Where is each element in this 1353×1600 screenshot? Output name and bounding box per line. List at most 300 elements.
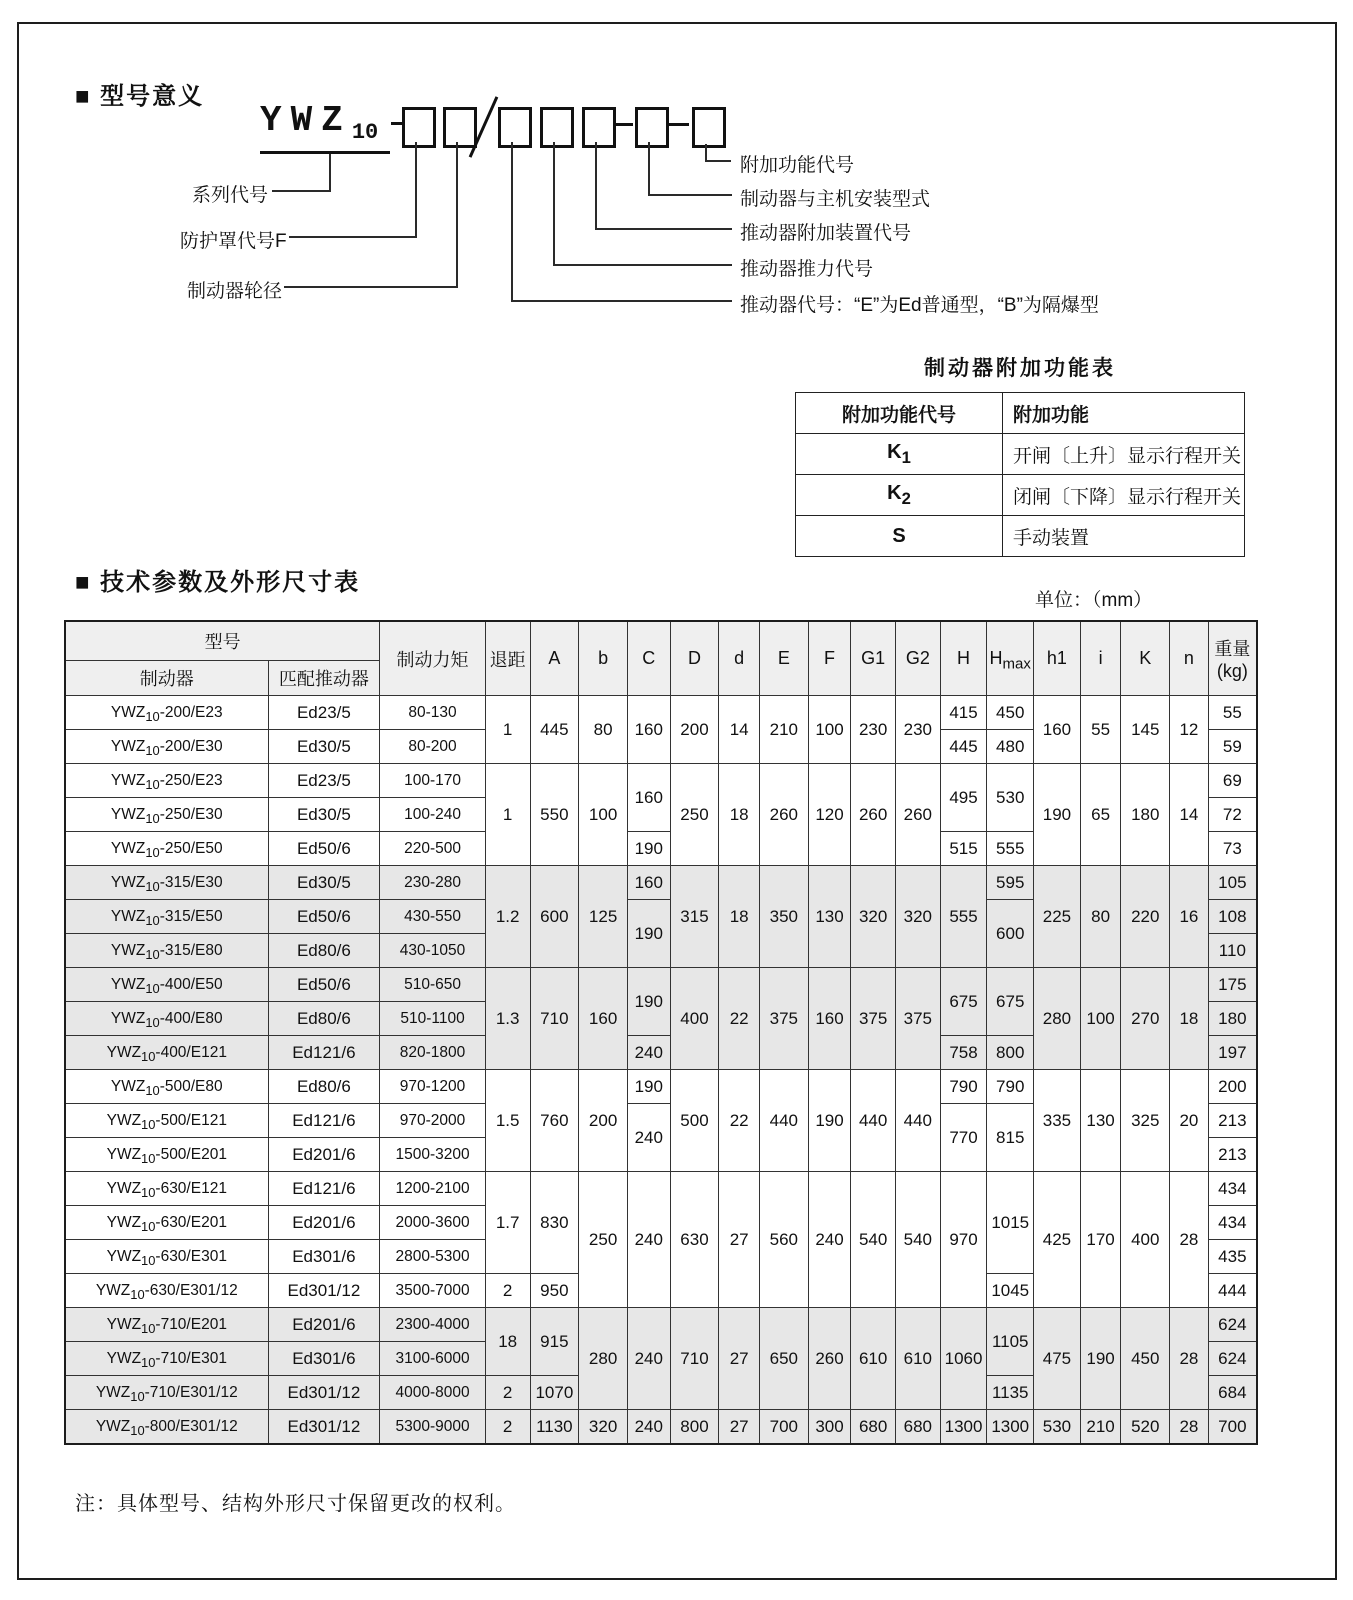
spec-value: 1.3: [485, 968, 530, 1070]
spec-header: H: [940, 621, 987, 696]
fn-code: $K_2$: [796, 475, 1003, 516]
spec-value: 190: [627, 1070, 670, 1104]
spec-value: 445: [940, 730, 987, 764]
spec-header: d: [719, 621, 760, 696]
spec-value: Ed80/6: [268, 1002, 380, 1036]
spec-value: 815: [987, 1104, 1034, 1172]
section-title-spec: ■ 技术参数及外形尺寸表: [75, 569, 361, 596]
spec-value: 80-200: [380, 730, 486, 764]
spec-value: 22: [719, 968, 760, 1070]
spec-header: A: [530, 621, 579, 696]
spec-header: h1: [1034, 621, 1081, 696]
spec-value: 80-130: [380, 696, 486, 730]
spec-header-model: 型号: [65, 621, 380, 661]
spec-model: $YWZ_{10}-630/E121$: [65, 1172, 268, 1206]
spec-value: 1300: [940, 1410, 987, 1445]
spec-value: 1: [485, 764, 530, 866]
spec-value: 820-1800: [380, 1036, 486, 1070]
label-mounting-type: 制动器与主机安装型式: [740, 189, 931, 210]
spec-header: 退距: [485, 621, 530, 696]
spec-value: 190: [1034, 764, 1081, 866]
leader-line: [511, 142, 513, 302]
spec-model: $YWZ_{10}-400/E80$: [65, 1002, 268, 1036]
spec-value: 4000-8000: [380, 1376, 486, 1410]
spec-value: 100-170: [380, 764, 486, 798]
spec-header: i: [1080, 621, 1121, 696]
spec-model: $YWZ_{10}-710/E301$: [65, 1342, 268, 1376]
spec-value: 260: [808, 1308, 851, 1410]
spec-value: 18: [719, 764, 760, 866]
function-table-title: 制动器附加功能表: [924, 357, 1116, 380]
spec-header: F: [808, 621, 851, 696]
spec-value: Ed201/6: [268, 1308, 380, 1342]
label-thruster-code: 推动器代号：“E”为Ed普通型，“B”为隔爆型: [740, 295, 1099, 316]
section-title-model-designation: ■ 型号意义: [75, 83, 205, 110]
spec-value: 2: [485, 1376, 530, 1410]
spec-value: 18: [1170, 968, 1209, 1070]
spec-value: Ed301/6: [268, 1342, 380, 1376]
spec-value: Ed23/5: [268, 764, 380, 798]
spec-value: 240: [627, 1036, 670, 1070]
spec-value: 240: [627, 1172, 670, 1308]
spec-value: 800: [670, 1410, 719, 1445]
spec-header: E: [759, 621, 808, 696]
spec-subheader: 制动器: [65, 661, 268, 696]
spec-model: $YWZ_{10}-500/E121$: [65, 1104, 268, 1138]
leader-line: [553, 142, 555, 266]
dash-connector: [613, 123, 633, 126]
spec-value: 160: [627, 764, 670, 832]
fn-header-function: 附加功能: [1003, 393, 1245, 434]
spec-value: Ed50/6: [268, 968, 380, 1002]
spec-value: 3500-7000: [380, 1274, 486, 1308]
spec-value: 3100-6000: [380, 1342, 486, 1376]
spec-model: $YWZ_{10}-710/E201$: [65, 1308, 268, 1342]
spec-value: 480: [987, 730, 1034, 764]
spec-value: 230: [896, 696, 941, 764]
spec-row: [65, 968, 1257, 1002]
spec-value: Ed121/6: [268, 1172, 380, 1206]
spec-value: 1070: [530, 1376, 579, 1410]
spec-value: Ed80/6: [268, 1070, 380, 1104]
spec-value: 230-280: [380, 866, 486, 900]
spec-value: 2: [485, 1274, 530, 1308]
spec-value: 680: [851, 1410, 896, 1445]
fn-code: $K_1$: [796, 434, 1003, 475]
spec-value: 700: [759, 1410, 808, 1445]
spec-value: 530: [987, 764, 1034, 832]
spec-value: 28: [1170, 1308, 1209, 1410]
spec-value: 950: [530, 1274, 579, 1308]
spec-header: n: [1170, 621, 1209, 696]
spec-row: [65, 764, 1257, 798]
spec-value: 69: [1208, 764, 1257, 798]
spec-value: 1135: [987, 1376, 1034, 1410]
spec-value: Ed50/6: [268, 832, 380, 866]
spec-value: 790: [940, 1070, 987, 1104]
spec-value: 675: [940, 968, 987, 1036]
label-guard-code: 防护罩代号F: [180, 231, 287, 252]
spec-value: 550: [530, 764, 579, 866]
spec-header-row: [65, 621, 1257, 661]
spec-value: 130: [1080, 1070, 1121, 1172]
label-series-code: 系列代号: [192, 185, 269, 206]
spec-value: 450: [987, 696, 1034, 730]
spec-value: 14: [1170, 764, 1209, 866]
spec-value: Ed301/12: [268, 1376, 380, 1410]
code-box-6: [635, 107, 669, 148]
label-thruster-attachment-code: 推动器附加装置代号: [740, 223, 912, 244]
spec-value: 108: [1208, 900, 1257, 934]
spec-model: $YWZ_{10}-315/E30$: [65, 866, 268, 900]
spec-value: 450: [1121, 1308, 1170, 1410]
spec-model: $YWZ_{10}-630/E301$: [65, 1240, 268, 1274]
spec-value: 510-1100: [380, 1002, 486, 1036]
spec-model: $YWZ_{10}-710/E301/12$: [65, 1376, 268, 1410]
leader-line: [456, 142, 458, 288]
spec-value: 220: [1121, 866, 1170, 968]
spec-value: 160: [627, 696, 670, 764]
spec-value: 240: [627, 1104, 670, 1172]
spec-value: 375: [759, 968, 808, 1070]
spec-header: G1: [851, 621, 896, 696]
spec-value: Ed201/6: [268, 1138, 380, 1172]
spec-value: 100: [579, 764, 628, 866]
spec-value: 1500-3200: [380, 1138, 486, 1172]
spec-model: $YWZ_{10}-500/E80$: [65, 1070, 268, 1104]
spec-value: 675: [987, 968, 1034, 1036]
spec-value: 1105: [987, 1308, 1034, 1376]
spec-value: 190: [627, 900, 670, 968]
spec-value: 440: [851, 1070, 896, 1172]
spec-value: 444: [1208, 1274, 1257, 1308]
spec-value: 515: [940, 832, 987, 866]
spec-value: 190: [808, 1070, 851, 1172]
spec-model: $YWZ_{10}-315/E80$: [65, 934, 268, 968]
spec-value: 190: [627, 832, 670, 866]
spec-value: 160: [1034, 696, 1081, 764]
spec-row: [65, 1172, 1257, 1206]
label-wheel-diameter: 制动器轮径: [187, 281, 283, 302]
spec-value: 105: [1208, 866, 1257, 900]
spec-value: 72: [1208, 798, 1257, 832]
spec-value: 1015: [987, 1172, 1034, 1274]
spec-value: 230: [851, 696, 896, 764]
spec-value: 624: [1208, 1342, 1257, 1376]
spec-value: 120: [808, 764, 851, 866]
leader-line: [595, 142, 597, 230]
spec-row: [65, 1070, 1257, 1104]
spec-value: Ed50/6: [268, 900, 380, 934]
spec-value: 375: [851, 968, 896, 1070]
spec-value: 320: [579, 1410, 628, 1445]
spec-value: 1.5: [485, 1070, 530, 1172]
spec-value: 915: [530, 1308, 579, 1376]
spec-value: 595: [987, 866, 1034, 900]
leader-line: [648, 194, 732, 196]
spec-header: 重量 (kg): [1208, 621, 1257, 696]
spec-model: $YWZ_{10}-250/E23$: [65, 764, 268, 798]
spec-value: 375: [896, 968, 941, 1070]
spec-value: 130: [808, 866, 851, 968]
spec-value: 300: [808, 1410, 851, 1445]
spec-value: 210: [759, 696, 808, 764]
spec-value: 335: [1034, 1070, 1081, 1172]
fn-description: 闭闸〔下降〕显示行程开关: [1003, 475, 1245, 516]
spec-table: [64, 620, 1258, 1445]
spec-model: $YWZ_{10}-315/E50$: [65, 900, 268, 934]
spec-value: 170: [1080, 1172, 1121, 1308]
spec-value: 59: [1208, 730, 1257, 764]
spec-value: 240: [808, 1172, 851, 1308]
spec-value: Ed201/6: [268, 1206, 380, 1240]
spec-value: Ed23/5: [268, 696, 380, 730]
spec-value: 213: [1208, 1104, 1257, 1138]
spec-value: 55: [1208, 696, 1257, 730]
spec-value: Ed80/6: [268, 934, 380, 968]
spec-value: 710: [530, 968, 579, 1070]
spec-value: 28: [1170, 1172, 1209, 1308]
code-box-7: [692, 107, 726, 148]
spec-model: $YWZ_{10}-500/E201$: [65, 1138, 268, 1172]
spec-value: 65: [1080, 764, 1121, 866]
leader-line: [595, 228, 732, 230]
spec-value: 434: [1208, 1206, 1257, 1240]
spec-value: 760: [530, 1070, 579, 1172]
leader-line: [511, 300, 732, 302]
spec-header: 制动力矩: [380, 621, 486, 696]
spec-value: 560: [759, 1172, 808, 1308]
spec-value: 555: [987, 832, 1034, 866]
spec-value: 2000-3600: [380, 1206, 486, 1240]
fn-code: S: [796, 516, 1003, 557]
spec-model: $YWZ_{10}-800/E301/12$: [65, 1410, 268, 1445]
spec-value: 2800-5300: [380, 1240, 486, 1274]
code-box-5: [582, 107, 616, 148]
spec-value: Ed30/5: [268, 730, 380, 764]
series-underline: [260, 151, 390, 154]
spec-value: 610: [851, 1308, 896, 1410]
spec-value: Ed301/12: [268, 1274, 380, 1308]
spec-value: 970-1200: [380, 1070, 486, 1104]
spec-value: 200: [579, 1070, 628, 1172]
spec-row: [65, 866, 1257, 900]
spec-value: 1.7: [485, 1172, 530, 1274]
spec-value: 970: [940, 1172, 987, 1308]
spec-value: 2: [485, 1410, 530, 1445]
spec-value: 610: [896, 1308, 941, 1410]
spec-value: 320: [851, 866, 896, 968]
spec-value: 160: [808, 968, 851, 1070]
spec-model: $YWZ_{10}-630/E201$: [65, 1206, 268, 1240]
spec-value: 700: [1208, 1410, 1257, 1445]
function-table-row: [796, 516, 1245, 557]
spec-value: 320: [896, 866, 941, 968]
spec-header: D: [670, 621, 719, 696]
spec-value: 680: [896, 1410, 941, 1445]
spec-value: 200: [1208, 1070, 1257, 1104]
spec-value: 100: [1080, 968, 1121, 1070]
spec-value: 400: [670, 968, 719, 1070]
spec-value: 2300-4000: [380, 1308, 486, 1342]
spec-value: 315: [670, 866, 719, 968]
spec-value: 325: [1121, 1070, 1170, 1172]
spec-model: $YWZ_{10}-400/E121$: [65, 1036, 268, 1070]
spec-value: 125: [579, 866, 628, 968]
spec-value: 18: [485, 1308, 530, 1376]
spec-value: 430-1050: [380, 934, 486, 968]
spec-value: 758: [940, 1036, 987, 1070]
spec-header: G2: [896, 621, 941, 696]
spec-value: 684: [1208, 1376, 1257, 1410]
leader-line: [284, 286, 458, 288]
spec-value: 73: [1208, 832, 1257, 866]
leader-line: [289, 236, 417, 238]
spec-value: 600: [987, 900, 1034, 968]
spec-value: 1300: [987, 1410, 1034, 1445]
spec-value: 500: [670, 1070, 719, 1172]
code-box-3: [498, 107, 532, 148]
spec-value: 445: [530, 696, 579, 764]
series-code-text: $YWZ_{10}$: [260, 100, 379, 146]
spec-model: $YWZ_{10}-400/E50$: [65, 968, 268, 1002]
spec-value: 710: [670, 1308, 719, 1410]
spec-value: 260: [759, 764, 808, 866]
spec-value: 225: [1034, 866, 1081, 968]
spec-value: 260: [851, 764, 896, 866]
spec-header: b: [579, 621, 628, 696]
spec-header: $H_{max}$: [987, 621, 1034, 696]
dash-connector: [666, 123, 689, 126]
spec-value: 440: [896, 1070, 941, 1172]
spec-value: 175: [1208, 968, 1257, 1002]
fn-description: 手动装置: [1003, 516, 1245, 557]
leader-line: [705, 160, 731, 162]
spec-value: 5300-9000: [380, 1410, 486, 1445]
leader-line: [272, 190, 331, 192]
spec-value: 555: [940, 866, 987, 968]
spec-value: 624: [1208, 1308, 1257, 1342]
spec-value: 12: [1170, 696, 1209, 764]
spec-value: 540: [896, 1172, 941, 1308]
spec-value: 650: [759, 1308, 808, 1410]
code-box-4: [540, 107, 574, 148]
label-thruster-force-code: 推动器推力代号: [740, 259, 874, 280]
spec-value: 27: [719, 1308, 760, 1410]
spec-value: 28: [1170, 1410, 1209, 1445]
spec-value: 1.2: [485, 866, 530, 968]
spec-value: 27: [719, 1410, 760, 1445]
spec-value: 630: [670, 1172, 719, 1308]
label-extra-function-code: 附加功能代号: [740, 155, 855, 176]
spec-value: 425: [1034, 1172, 1081, 1308]
spec-value: 27: [719, 1172, 760, 1308]
spec-value: 790: [987, 1070, 1034, 1104]
spec-value: 240: [627, 1308, 670, 1410]
spec-row: [65, 696, 1257, 730]
spec-value: 55: [1080, 696, 1121, 764]
spec-value: 400: [1121, 1172, 1170, 1308]
spec-value: 180: [1208, 1002, 1257, 1036]
spec-value: 600: [530, 866, 579, 968]
spec-value: 213: [1208, 1138, 1257, 1172]
spec-value: 18: [719, 866, 760, 968]
spec-value: 520: [1121, 1410, 1170, 1445]
spec-value: 495: [940, 764, 987, 832]
spec-value: Ed301/12: [268, 1410, 380, 1445]
spec-value: 970-2000: [380, 1104, 486, 1138]
spec-value: 1: [485, 696, 530, 764]
spec-value: 180: [1121, 764, 1170, 866]
leader-line: [415, 142, 417, 238]
spec-value: 80: [579, 696, 628, 764]
spec-value: 22: [719, 1070, 760, 1172]
spec-value: 16: [1170, 866, 1209, 968]
function-table-row: [796, 434, 1245, 475]
spec-value: Ed30/5: [268, 866, 380, 900]
spec-value: 830: [530, 1172, 579, 1274]
spec-value: 190: [627, 968, 670, 1036]
spec-value: 100-240: [380, 798, 486, 832]
spec-value: 197: [1208, 1036, 1257, 1070]
spec-value: 1060: [940, 1308, 987, 1410]
leader-line: [329, 154, 331, 192]
spec-value: 800: [987, 1036, 1034, 1070]
function-table-header-row: [796, 393, 1245, 434]
spec-value: 250: [579, 1172, 628, 1308]
unit-label: 单位：（mm）: [1035, 590, 1153, 611]
spec-value: 430-550: [380, 900, 486, 934]
spec-value: 20: [1170, 1070, 1209, 1172]
spec-value: 415: [940, 696, 987, 730]
spec-value: 280: [1034, 968, 1081, 1070]
spec-value: 250: [670, 764, 719, 866]
spec-value: 540: [851, 1172, 896, 1308]
spec-value: 440: [759, 1070, 808, 1172]
spec-model: $YWZ_{10}-630/E301/12$: [65, 1274, 268, 1308]
spec-value: 1200-2100: [380, 1172, 486, 1206]
spec-value: 510-650: [380, 968, 486, 1002]
spec-value: 434: [1208, 1172, 1257, 1206]
spec-value: 350: [759, 866, 808, 968]
spec-value: 210: [1080, 1410, 1121, 1445]
leader-line: [648, 142, 650, 196]
spec-header: K: [1121, 621, 1170, 696]
spec-value: 1045: [987, 1274, 1034, 1308]
spec-subheader: 匹配推动器: [268, 661, 380, 696]
spec-value: 160: [579, 968, 628, 1070]
code-box-1: [402, 107, 436, 148]
spec-value: 110: [1208, 934, 1257, 968]
spec-value: 435: [1208, 1240, 1257, 1274]
spec-value: 240: [627, 1410, 670, 1445]
fn-description: 开闸〔上升〕显示行程开关: [1003, 434, 1245, 475]
spec-value: 160: [627, 866, 670, 900]
fn-header-code: 附加功能代号: [796, 393, 1003, 434]
spec-value: Ed30/5: [268, 798, 380, 832]
spec-value: 270: [1121, 968, 1170, 1070]
spec-model: $YWZ_{10}-250/E30$: [65, 798, 268, 832]
spec-value: 190: [1080, 1308, 1121, 1410]
spec-model: $YWZ_{10}-200/E23$: [65, 696, 268, 730]
footnote: 注：具体型号、结构外形尺寸保留更改的权利。: [75, 1493, 516, 1515]
spec-row: [65, 1308, 1257, 1342]
spec-value: 260: [896, 764, 941, 866]
spec-value: 100: [808, 696, 851, 764]
spec-value: 80: [1080, 866, 1121, 968]
spec-value: 145: [1121, 696, 1170, 764]
leader-line: [553, 264, 732, 266]
